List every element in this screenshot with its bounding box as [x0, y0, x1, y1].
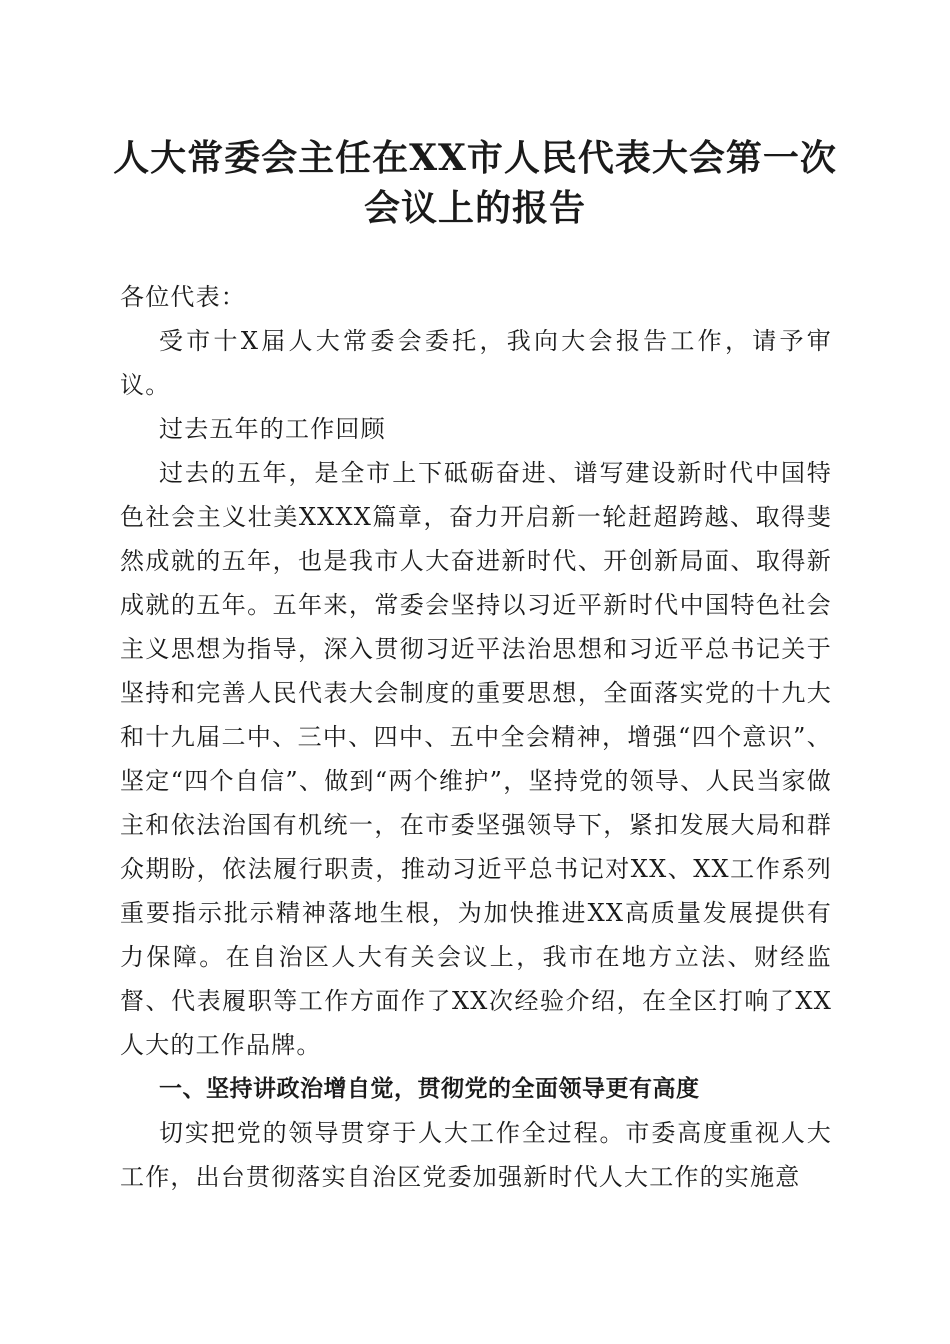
- document-title-line-2: 会议上的报告: [363, 187, 586, 229]
- intro-paragraph: 受市十X届人大常委会委托，我向大会报告工作，请予审议。: [120, 327, 832, 399]
- section-heading-review: 过去五年的工作回顾: [159, 415, 386, 443]
- section-1-paragraph: 切实把党的领导贯穿于人大工作全过程。市委高度重视人大工作，出台贯彻落实自治区党委加强新时代人大工作的实施意: [120, 1119, 832, 1191]
- review-paragraph: 过去的五年，是全市上下砥砺奋进、谱写建设新时代中国特色社会主义壮美XXXX篇章，奋力开启新一轮赶超跨越、取得斐然成就的五年，也是我市人大奋进新时代、开创新局面、取得新成就的五年。五年来，常委会坚持以习近平新时代中国特色社会主义思想为指导，深入贯彻习近平法治思想和习近平总书记关于坚持和完善人民代表大会制度的重要思想，全面落实党的十九大和十九届二中、三中、四中、五中全会精神，增强“四个意识”、坚定“四个自信”、做到“两个维护”，坚持党的领导、人民当家做主和依法治国有机统一，在市委坚强领导下，紧扣发展大局和群众期盼，依法履行职责，推动习近平总书记对XX、XX工作系列重要指示批示精神落地生根，为加快推进XX高质量发展提供有力保障。在自治区人大有关会议上，我市在地方立法、财经监督、代表履职等工作方面作了XX次经验介绍，在全区打响了XX人大的工作品牌。: [120, 459, 832, 1059]
- salutation: 各位代表：: [120, 283, 246, 311]
- document-title-line-1: 人大常委会主任在XX市人民代表大会第一次: [113, 137, 837, 179]
- document-body: [120, 275, 832, 1199]
- section-heading-1: 一、坚持讲政治增自觉，贯彻党的全面领导更有高度: [159, 1076, 700, 1102]
